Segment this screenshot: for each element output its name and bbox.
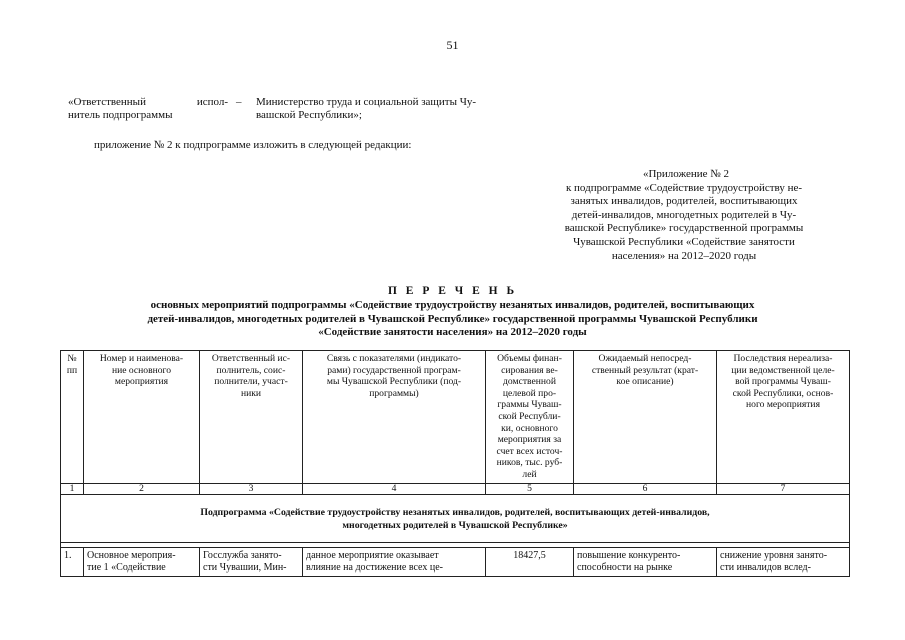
cell-line: целевой про- [502,387,557,399]
column-number: 3 [200,483,303,494]
appendix-line: населения» на 2012–2020 годы [611,249,757,262]
intro-paragraph: приложение № 2 к подпрограмме изложить в следующей редакции: [94,139,412,151]
cell-line: мероприятия [114,376,169,388]
header-cell [200,351,303,484]
cell-line: многодетных родителей в Чувашской Республике» [342,519,568,531]
responsible-value-line2: вашской Республики»; [256,109,362,121]
cell-line: сирования ве- [501,364,558,376]
column-number: 2 [84,483,200,494]
column-number: 7 [717,483,850,494]
responsible-label-word2: испол- [196,96,228,108]
cell-line: 18427,5 [513,549,546,561]
cell-line: лей [522,468,537,480]
responsible-label [68,96,228,122]
cell-line: Объемы финан- [497,353,562,364]
cell-line: полнитель, соис- [216,364,286,376]
responsible-cell [200,547,303,576]
cell-line: мы Чувашской Республики (под- [326,376,462,388]
cell-line: ской Республи- [498,410,561,422]
cell-line: способности на рынке [577,561,673,573]
header-cell [717,351,850,484]
cell-line: ного мероприятия [746,399,820,411]
cell-line: Ожидаемый непосред- [598,353,692,364]
cell-line: ции ведомственной целе- [731,364,835,376]
appendix-line: Чувашской Республики «Содействие занятости [573,235,795,248]
cell-line: вой программы Чуваш- [735,376,831,388]
cell-line: программы) [369,387,419,399]
responsible-label-line2: нитель подпрограммы [68,109,173,121]
cell-line: ской Республики, основ- [732,387,834,399]
cell-line: Госслужба занято- [203,549,282,561]
appendix-line: занятых инвалидов, родителей, воспитывающих [570,195,798,208]
cell-line: 1. [64,549,72,561]
appendix-line: к подпрограмме «Содействие трудоустройству не- [565,181,803,194]
row-number-cell [61,547,84,576]
funding-cell [486,547,574,576]
cell-line: ние основного [111,364,172,376]
list-subtitle-line: «Содействие занятости населения» на 2012–2020 годы [318,326,587,339]
column-number: 6 [574,483,717,494]
cell-line: ники [240,387,262,399]
cell-line: Связь с показателями (индикато- [326,353,462,364]
cell-line: влияние на достижение всех це- [306,561,443,573]
column-number: 4 [303,483,486,494]
page-number: 51 [446,38,459,52]
cell-line: Номер и наименова- [99,353,184,364]
appendix-heading [525,168,843,263]
cell-line: сти инвалидов вслед- [720,561,811,573]
cell-line: рами) государственной програм- [327,364,461,376]
cell-line: Последствия нереализа- [733,353,833,364]
cell-line: тие 1 «Содействие [87,561,166,573]
responsible-label-word1: «Ответственный [68,96,146,108]
cell-line: ки, основного [501,422,558,434]
responsible-value-line1: Министерство труда и социальной защиты Чу- [256,96,477,108]
cell-line: снижение уровня занято- [720,549,828,561]
list-subtitle-line: детей-инвалидов, многодетных родителей в Чувашской Республике» государственной программы Чувашской Республики [147,312,758,325]
list-subtitle-line: основных мероприятий подпрограммы «Содействие трудоустройству незанятых инвалидов, родителей, воспитывающих [150,299,755,311]
cell-line: мероприятия за [497,434,562,446]
header-cell [84,351,200,484]
header-cell [574,351,717,484]
cell-line: данное мероприятие оказывает [306,549,439,561]
cell-line: Ответственный ис- [211,353,291,364]
cell-line: пп [66,364,78,376]
measures-table [60,350,850,577]
subprogram-heading [61,494,850,542]
cell-line: № [67,353,77,364]
header-cell [303,351,486,484]
indicators-cell [303,547,486,576]
list-subtitle [40,299,865,340]
cell-line: счет всех источ- [496,445,563,457]
header-cell [486,351,574,484]
cell-line: Подпрограмма «Содействие трудоустройству незанятых инвалидов, родителей, воспитывающих детей-инвалидов, [200,506,710,518]
column-number-row [61,483,850,494]
column-number: 1 [61,483,84,494]
cell-line: граммы Чуваш- [497,399,562,411]
column-number: 5 [486,483,574,494]
cell-line: ственный результат (крат- [591,364,699,376]
appendix-line: вашской Республике» государственной программы [564,222,804,235]
responsible-dash: – [236,96,242,108]
table-header-row [61,351,850,484]
consequences-cell [717,547,850,576]
cell-line: полнители, участ- [214,376,288,388]
header-cell [61,351,84,484]
measure-name-cell [84,547,200,576]
table-row [61,547,850,576]
cell-line: сти Чувашии, Мин- [203,561,287,573]
list-title: П Е Р Е Ч Е Н Ь [387,285,518,297]
cell-line: кое описание) [616,376,674,388]
appendix-line: «Приложение № 2 [642,168,730,180]
cell-line: Основное мероприя- [87,549,176,561]
expected-result-cell [574,547,717,576]
appendix-line: детей-инвалидов, многодетных родителей в Чу- [571,208,797,221]
responsible-value [256,96,553,122]
subprogram-row [61,494,850,542]
cell-line: ников, тыс. руб- [496,457,563,469]
cell-line: повышение конкуренто- [577,549,681,561]
cell-line: домственной [503,376,556,388]
